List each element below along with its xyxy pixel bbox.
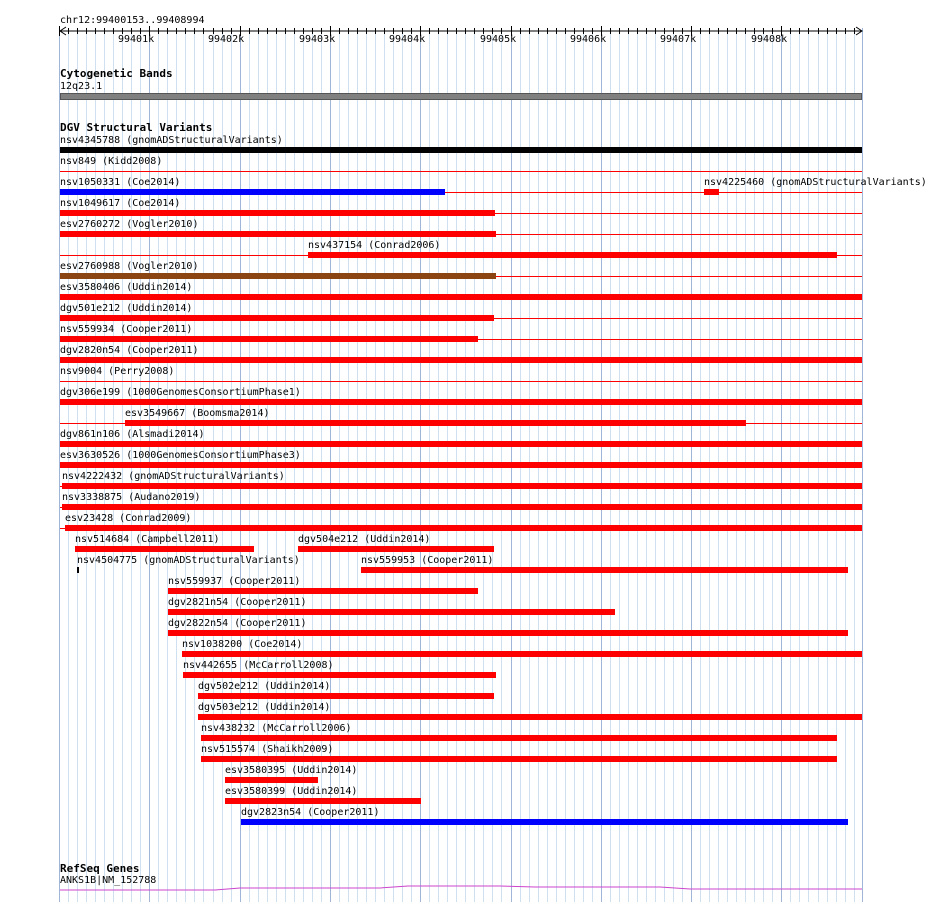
variant-label[interactable]: dgv2820n54 (Cooper2011) <box>60 345 199 356</box>
variant-bar[interactable] <box>60 336 478 342</box>
variant-bar[interactable] <box>60 315 494 321</box>
ruler-tick-label: 99401k <box>118 34 155 45</box>
variant-label[interactable]: nsv4225460 (gnomADStructuralVariants) <box>704 177 927 188</box>
row-divider <box>60 171 862 172</box>
ruler-tick-label: 99408k <box>751 34 788 45</box>
variant-bar[interactable] <box>298 546 494 552</box>
refseq-track-title: RefSeq Genes <box>60 862 140 875</box>
ruler-tick-label: 99407k <box>660 34 697 45</box>
variant-label[interactable]: nsv4345788 (gnomADStructuralVariants) <box>60 135 283 146</box>
variant-label[interactable]: dgv501e212 (Uddin2014) <box>60 303 193 314</box>
variant-label[interactable]: dgv2821n54 (Cooper2011) <box>168 597 307 608</box>
ruler-tick-label: 99403k <box>299 34 336 45</box>
variant-label[interactable]: dgv2822n54 (Cooper2011) <box>168 618 307 629</box>
variant-label[interactable]: nsv559934 (Cooper2011) <box>60 324 193 335</box>
variant-label[interactable]: dgv861n106 (Alsmadi2014) <box>60 429 205 440</box>
variant-label[interactable]: nsv1049617 (Coe2014) <box>60 198 181 209</box>
variant-bar[interactable] <box>183 672 496 678</box>
refseq-gene-line[interactable] <box>0 880 890 896</box>
variant-bar[interactable] <box>65 525 862 531</box>
variant-label[interactable]: dgv502e212 (Uddin2014) <box>198 681 331 692</box>
row-divider <box>60 381 862 382</box>
ruler-tick-label: 99406k <box>570 34 607 45</box>
variant-bar[interactable] <box>60 462 862 468</box>
variant-label[interactable]: nsv437154 (Conrad2006) <box>308 240 441 251</box>
variant-label[interactable]: esv3580395 (Uddin2014) <box>225 765 358 776</box>
variant-label[interactable]: dgv306e199 (1000GenomesConsortiumPhase1) <box>60 387 301 398</box>
variant-label[interactable]: nsv438232 (McCarroll2006) <box>201 723 352 734</box>
refseq-gene-label[interactable]: ANKS1B|NM_152788 <box>60 875 157 886</box>
cytoband-bar[interactable] <box>60 93 862 100</box>
ruler-tick-label: 99404k <box>389 34 426 45</box>
variant-bar[interactable] <box>60 147 862 153</box>
variant-bar[interactable] <box>62 483 862 489</box>
variant-bar[interactable] <box>168 588 478 594</box>
cytoband-track-title: Cytogenetic Bands <box>60 67 173 80</box>
variant-bar[interactable] <box>168 630 848 636</box>
variant-bar[interactable] <box>704 189 719 195</box>
variant-label[interactable]: nsv9004 (Perry2008) <box>60 366 175 377</box>
variant-bar[interactable] <box>60 189 445 195</box>
variant-label[interactable]: nsv559937 (Cooper2011) <box>168 576 301 587</box>
variant-label[interactable]: esv3580406 (Uddin2014) <box>60 282 193 293</box>
variant-bar[interactable] <box>241 819 848 825</box>
variant-bar[interactable] <box>75 546 254 552</box>
variant-bar[interactable] <box>60 441 862 447</box>
variant-bar[interactable] <box>182 651 862 657</box>
variant-label[interactable]: nsv4222432 (gnomADStructuralVariants) <box>62 471 285 482</box>
variant-bar[interactable] <box>60 210 495 216</box>
variant-bar[interactable] <box>198 714 862 720</box>
variant-bar[interactable] <box>60 231 496 237</box>
variant-label[interactable]: nsv515574 (Shaikh2009) <box>201 744 334 755</box>
variant-bar[interactable] <box>62 504 862 510</box>
cytoband-label: 12q23.1 <box>60 81 103 92</box>
variant-bar[interactable] <box>60 273 496 279</box>
variant-label[interactable]: esv23428 (Conrad2009) <box>65 513 192 524</box>
variant-label[interactable]: dgv503e212 (Uddin2014) <box>198 702 331 713</box>
variant-label[interactable]: dgv2823n54 (Cooper2011) <box>241 807 380 818</box>
variant-label[interactable]: esv2760988 (Vogler2010) <box>60 261 199 272</box>
variant-bar[interactable] <box>361 567 848 573</box>
variant-bar[interactable] <box>60 399 862 405</box>
variant-label[interactable]: nsv849 (Kidd2008) <box>60 156 163 167</box>
variant-bar[interactable] <box>125 420 746 426</box>
variant-label[interactable]: nsv514684 (Campbell2011) <box>75 534 220 545</box>
variant-bar[interactable] <box>201 735 837 741</box>
variant-label[interactable]: nsv4504775 (gnomADStructuralVariants) <box>77 555 300 566</box>
variant-label[interactable]: esv3549667 (Boomsma2014) <box>125 408 270 419</box>
variant-bar[interactable] <box>60 294 862 300</box>
variant-bar[interactable] <box>308 252 837 258</box>
variant-bar[interactable] <box>60 357 862 363</box>
variant-label[interactable]: esv3630526 (1000GenomesConsortiumPhase3) <box>60 450 301 461</box>
variant-bar[interactable] <box>201 756 837 762</box>
variant-label[interactable]: nsv1038200 (Coe2014) <box>182 639 303 650</box>
dgv-track-title: DGV Structural Variants <box>60 121 213 134</box>
variant-label[interactable]: nsv559953 (Cooper2011) <box>361 555 494 566</box>
variant-bar[interactable] <box>225 798 421 804</box>
variant-bar[interactable] <box>77 567 79 573</box>
ruler-tick-label: 99405k <box>480 34 517 45</box>
variant-label[interactable]: nsv1050331 (Coe2014) <box>60 177 181 188</box>
variant-label[interactable]: nsv442655 (McCarroll2008) <box>183 660 334 671</box>
variant-label[interactable]: nsv3338875 (Audano2019) <box>62 492 201 503</box>
variant-bar[interactable] <box>225 777 318 783</box>
ruler-tick-label: 99402k <box>208 34 245 45</box>
variant-bar[interactable] <box>168 609 615 615</box>
coordinate-label: chr12:99400153..99408994 <box>60 15 205 26</box>
variant-label[interactable]: dgv504e212 (Uddin2014) <box>298 534 431 545</box>
variant-label[interactable]: esv2760272 (Vogler2010) <box>60 219 199 230</box>
variant-bar[interactable] <box>198 693 494 699</box>
variant-label[interactable]: esv3580399 (Uddin2014) <box>225 786 358 797</box>
